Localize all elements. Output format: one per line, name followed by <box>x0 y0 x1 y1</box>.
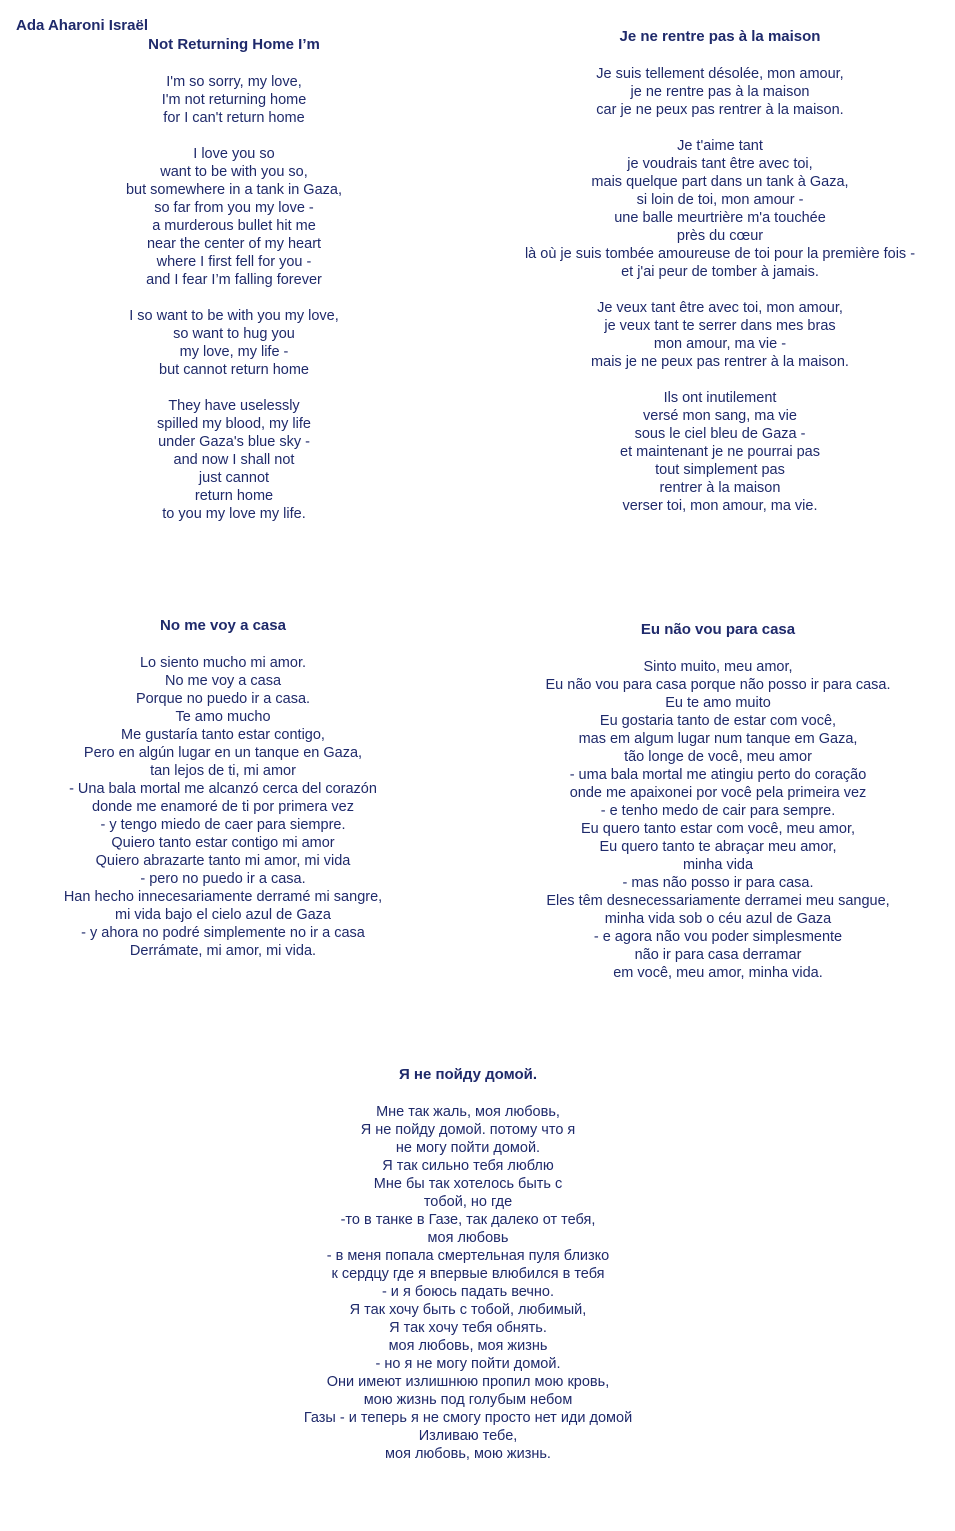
poem-title: Eu não vou para casa <box>640 621 796 638</box>
stanza <box>470 299 955 371</box>
poem-line: I'm so sorry, my love, <box>166 74 302 90</box>
poem-line: rentrer à la maison <box>659 480 781 496</box>
poem-line: Ils ont inutilement <box>663 390 777 406</box>
poem-body <box>470 65 955 515</box>
poem-line: Eu quero tanto estar com você, meu amor, <box>580 821 856 837</box>
poem-line: Газы - и теперь я не смогу просто нет иди домой <box>303 1410 633 1426</box>
poem-line: return home <box>194 488 274 504</box>
poem-line: verser toi, mon amour, ma vie. <box>622 498 818 514</box>
poem-line: Они имеют излишнюю пропил мою кровь, <box>326 1374 610 1390</box>
stanza <box>0 654 446 960</box>
poem-line: I love you so <box>193 146 275 162</box>
poem-line: Je veux tant être avec toi, mon amour, <box>597 300 843 316</box>
poem-line: car je ne peux pas rentrer à la maison. <box>596 102 844 118</box>
poem-body <box>0 654 446 960</box>
poem-line: - e agora não vou poder simplesmente <box>593 929 843 945</box>
poem-line: and now I shall not <box>173 452 295 468</box>
poem-line: so far from you my love - <box>154 200 314 216</box>
poem-french <box>470 28 955 515</box>
poem-body <box>468 658 955 982</box>
poem-line: не могу пойти домой. <box>395 1140 541 1156</box>
poem-line: Je suis tellement désolée, mon amour, <box>596 66 844 82</box>
poem-english <box>34 36 434 523</box>
poem-line: Eu te amo muito <box>665 695 771 711</box>
stanza <box>34 397 434 523</box>
poem-line: - но я не могу пойти домой. <box>375 1356 561 1372</box>
poem-line: Eu quero tanto te abraçar meu amor, <box>599 839 837 855</box>
poem-line: Я так хочу тебя обнять. <box>389 1320 547 1336</box>
poem-line: just cannot <box>198 470 270 486</box>
poem-line: une balle meurtrière m'a touchée <box>614 210 826 226</box>
poem-line: to you my love my life. <box>162 506 306 522</box>
poem-line: but cannot return home <box>159 362 309 378</box>
poem-line: Мне так жаль, моя любовь, <box>376 1104 560 1120</box>
poem-line: where I first fell for you - <box>156 254 312 270</box>
poem-line: mas em algum lugar num tanque em Gaza, <box>578 731 858 747</box>
stanza <box>34 145 434 289</box>
poem-line: and I fear I’m falling forever <box>146 272 322 288</box>
author-name: Ada Aharoni Israël <box>16 17 148 34</box>
poem-line: et maintenant je ne pourrai pas <box>620 444 820 460</box>
poem-line: onde me apaixonei por você pela primeira vez <box>569 785 867 801</box>
poem-line: não ir para casa derramar <box>634 947 802 963</box>
poem-line: - uma bala mortal me atingiu perto do coração <box>569 767 867 783</box>
poem-line: моя любовь, мою жизнь. <box>385 1446 551 1462</box>
poem-line: - y ahora no podré simplemente no ir a casa <box>81 925 365 941</box>
poem-line: - mas não posso ir para casa. <box>622 875 814 891</box>
poem-line: sous le ciel bleu de Gaza - <box>634 426 806 442</box>
poem-spanish <box>0 617 446 960</box>
poem-line: Porque no puedo ir a casa. <box>135 691 311 707</box>
poem-line: a murderous bullet hit me <box>152 218 316 234</box>
poem-line: Lo siento mucho mi amor. <box>139 655 307 671</box>
poem-line: want to be with you so, <box>160 164 308 180</box>
poem-line: Eu não vou para casa porque não posso ir para casa. <box>545 677 891 693</box>
poem-line: Изливаю тебе, <box>418 1428 518 1444</box>
poem-line: - и я боюсь падать вечно. <box>381 1284 555 1300</box>
stanza <box>34 307 434 379</box>
poem-line: Eles têm desnecessariamente derramei meu sangue, <box>546 893 890 909</box>
poem-line: mi vida bajo el cielo azul de Gaza <box>114 907 331 923</box>
poem-line: spilled my blood, my life <box>157 416 311 432</box>
poem-line: em você, meu amor, minha vida. <box>613 965 823 981</box>
poem-line: mais je ne peux pas rentrer à la maison. <box>591 354 849 370</box>
poem-line: No me voy a casa <box>164 673 282 689</box>
poem-line: je veux tant te serrer dans mes bras <box>604 318 836 334</box>
poem-line: mais quelque part dans un tank à Gaza, <box>591 174 849 190</box>
poem-line: моя любовь <box>427 1230 509 1246</box>
poem-title: No me voy a casa <box>160 617 286 634</box>
poem-line: I so want to be with you my love, <box>129 308 339 324</box>
poem-line: Я так сильно тебя люблю <box>382 1158 554 1174</box>
poem-line: under Gaza's blue sky - <box>158 434 310 450</box>
poem-line: but somewhere in a tank in Gaza, <box>125 182 342 198</box>
poem-body <box>268 1103 668 1463</box>
poem-line: - Una bala mortal me alcanzó cerca del corazón <box>69 781 377 797</box>
poem-line: к сердцу где я впервые влюбился в тебя <box>331 1266 605 1282</box>
stanza <box>470 137 955 281</box>
poem-line: je voudrais tant être avec toi, <box>627 156 813 172</box>
poem-line: versé mon sang, ma vie <box>643 408 797 424</box>
poem-line: Me gustaría tanto estar contigo, <box>121 727 325 743</box>
poem-line: near the center of my heart <box>146 236 322 252</box>
poem-line: for I can't return home <box>163 110 305 126</box>
poem-line: Я так хочу быть с тобой, любимый, <box>349 1302 587 1318</box>
poem-line: donde me enamoré de ti por primera vez <box>92 799 354 815</box>
poem-line: my love, my life - <box>179 344 289 360</box>
poem-line: Я не пойду домой. потому что я <box>360 1122 576 1138</box>
poem-line: Han hecho innecesariamente derramé mi sangre, <box>63 889 383 905</box>
poem-line: - y tengo miedo de caer para siempre. <box>100 817 346 833</box>
poem-line: Je t'aime tant <box>677 138 763 154</box>
poem-russian <box>268 1066 668 1463</box>
poem-body <box>34 73 434 523</box>
poem-line: so want to hug you <box>173 326 295 342</box>
poem-line: je ne rentre pas à la maison <box>630 84 810 100</box>
poem-line: Мне бы так хотелось быть с <box>373 1176 563 1192</box>
poem-title: Je ne rentre pas à la maison <box>619 28 821 45</box>
poem-line: They have uselessly <box>168 398 300 414</box>
stanza <box>470 65 955 119</box>
poem-line: tão longe de você, meu amor <box>624 749 812 765</box>
poem-line: Quiero tanto estar contigo mi amor <box>111 835 335 851</box>
stanza <box>470 389 955 515</box>
poem-line: мою жизнь под голубым небом <box>363 1392 573 1408</box>
poem-line: Pero en algún lugar en un tanque en Gaza, <box>83 745 363 761</box>
poem-line: -то в танке в Газе, так далеко от тебя, <box>340 1212 596 1228</box>
stanza <box>468 658 955 982</box>
poem-line: I'm not returning home <box>161 92 307 108</box>
poem-line: Derrámate, mi amor, mi vida. <box>129 943 317 959</box>
poem-line: minha vida sob o céu azul de Gaza <box>604 911 832 927</box>
poem-line: tan lejos de ti, mi amor <box>150 763 296 779</box>
stanza <box>268 1103 668 1463</box>
poem-line: Eu gostaria tanto de estar com você, <box>599 713 837 729</box>
poem-title: Я не пойду домой. <box>398 1066 538 1083</box>
poem-title: Not Returning Home I’m <box>148 36 320 53</box>
poem-line: mon amour, ma vie - <box>653 336 787 352</box>
poem-line: Quiero abrazarte tanto mi amor, mi vida <box>95 853 351 869</box>
poem-line: - в меня попала смертельная пуля близко <box>326 1248 610 1264</box>
poem-line: là où je suis tombée amoureuse de toi pour la première fois - <box>524 246 916 262</box>
poem-line: моя любовь, моя жизнь <box>388 1338 548 1354</box>
poem-line: Te amo mucho <box>175 709 271 725</box>
poem-line: - pero no puedo ir a casa. <box>140 871 306 887</box>
poem-portuguese <box>468 621 955 982</box>
poem-line: Sinto muito, meu amor, <box>643 659 793 675</box>
poem-line: près du cœur <box>676 228 764 244</box>
poem-line: si loin de toi, mon amour - <box>636 192 804 208</box>
stanza <box>34 73 434 127</box>
poem-line: minha vida <box>682 857 754 873</box>
poem-line: - e tenho medo de cair para sempre. <box>600 803 836 819</box>
poem-line: et j'ai peur de tomber à jamais. <box>621 264 819 280</box>
poem-line: tout simplement pas <box>655 462 785 478</box>
poem-line: тобой, но где <box>423 1194 513 1210</box>
